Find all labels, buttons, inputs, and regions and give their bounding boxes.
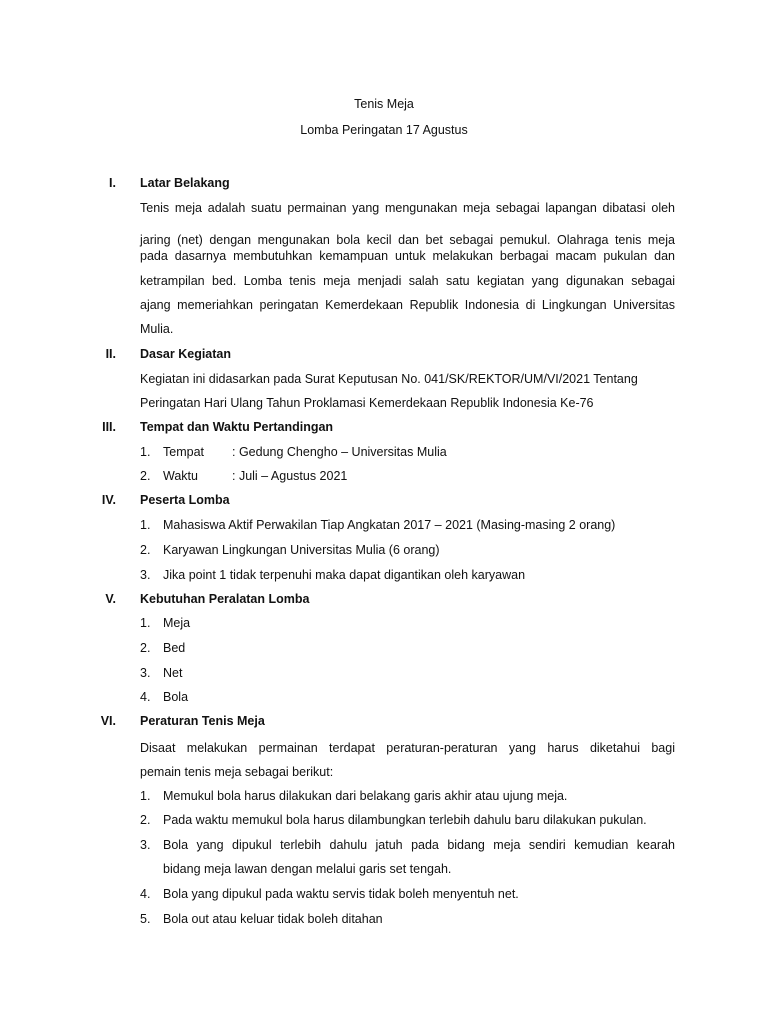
list-item: Bola yang dipukul terlebih dahulu jatuh pada bidang meja sendiri kemudian kearah [163, 838, 675, 852]
list-number: 4. [140, 690, 151, 704]
paragraph-line: ketrampilan bed. Lomba tenis meja menjadi salah satu kegiatan yang digunakan sebagai [140, 274, 675, 288]
section-heading: Peserta Lomba [140, 493, 230, 507]
list-item-label: Tempat [163, 445, 204, 459]
list-number: 2. [140, 641, 151, 655]
section-heading: Latar Belakang [140, 176, 230, 190]
section-numeral: II. [105, 347, 116, 361]
list-number: 5. [140, 912, 151, 926]
document-title: Tenis Meja [354, 97, 414, 111]
section-numeral: I. [109, 176, 116, 190]
list-number: 3. [140, 838, 151, 852]
list-number: 3. [140, 568, 151, 582]
section-numeral: III. [102, 420, 116, 434]
paragraph-line: Peringatan Hari Ulang Tahun Proklamasi Kemerdekaan Republik Indonesia Ke-76 [140, 396, 594, 410]
list-number: 4. [140, 887, 151, 901]
section-heading: Dasar Kegiatan [140, 347, 232, 361]
paragraph-line: Mulia. [140, 322, 174, 336]
list-number: 1. [140, 445, 151, 459]
list-item: Mahasiswa Aktif Perwakilan Tiap Angkatan 2017 – 2021 (Masing-masing 2 orang) [163, 518, 616, 532]
list-number: 2. [140, 543, 151, 557]
list-item: Karyawan Lingkungan Universitas Mulia (6 orang) [163, 543, 440, 557]
section-heading: Kebutuhan Peralatan Lomba [140, 592, 310, 606]
list-item: Bola [163, 690, 189, 704]
list-item-value: : Juli – Agustus 2021 [232, 469, 348, 483]
list-item: Pada waktu memukul bola harus dilambungkan terlebih dahulu baru dilakukan pukulan. [163, 813, 647, 827]
section-heading: Peraturan Tenis Meja [140, 714, 265, 728]
section-numeral: V. [105, 592, 116, 606]
paragraph-line: jaring (net) dengan mengunakan bola kecil dan bet sebagai pemukul. Olahraga tenis meja [140, 233, 675, 247]
list-number: 1. [140, 789, 151, 803]
list-item: Bola out atau keluar tidak boleh ditahan [163, 912, 383, 926]
paragraph-line: pemain tenis meja sebagai berikut: [140, 765, 334, 779]
section-numeral: IV. [101, 493, 116, 507]
list-number: 1. [140, 616, 151, 630]
list-item: Memukul bola harus dilakukan dari belakang garis akhir atau ujung meja. [163, 789, 568, 803]
list-item-label: Waktu [163, 469, 198, 483]
list-item: Net [163, 666, 183, 680]
paragraph-line: Disaat melakukan permainan terdapat peraturan-peraturan yang harus diketahui bagi [140, 741, 675, 755]
list-number: 2. [140, 469, 151, 483]
list-item: Meja [163, 616, 191, 630]
paragraph-line: pada dasarnya membutuhkan kemampuan untuk melakukan berbagai macam pukulan dan [140, 249, 675, 263]
list-item: Bola yang dipukul pada waktu servis tidak boleh menyentuh net. [163, 887, 519, 901]
section-numeral: VI. [100, 714, 116, 728]
list-item-continuation: bidang meja lawan dengan melalui garis set tengah. [163, 862, 452, 876]
paragraph-line: Tenis meja adalah suatu permainan yang mengunakan meja sebagai lapangan dibatasi oleh [140, 201, 675, 215]
paragraph-line: ajang memeriahkan peringatan Kemerdekaan Republik Indonesia di Lingkungan Universitas [140, 298, 675, 312]
list-item: Bed [163, 641, 186, 655]
list-number: 1. [140, 518, 151, 532]
list-number: 3. [140, 666, 151, 680]
section-heading: Tempat dan Waktu Pertandingan [140, 420, 334, 434]
list-item-value: : Gedung Chengho – Universitas Mulia [232, 445, 447, 459]
list-number: 2. [140, 813, 151, 827]
paragraph-line: Kegiatan ini didasarkan pada Surat Keputusan No. 041/SK/REKTOR/UM/VI/2021 Tentang [140, 372, 638, 386]
document-subtitle: Lomba Peringatan 17 Agustus [300, 123, 468, 137]
list-item: Jika point 1 tidak terpenuhi maka dapat digantikan oleh karyawan [163, 568, 526, 582]
